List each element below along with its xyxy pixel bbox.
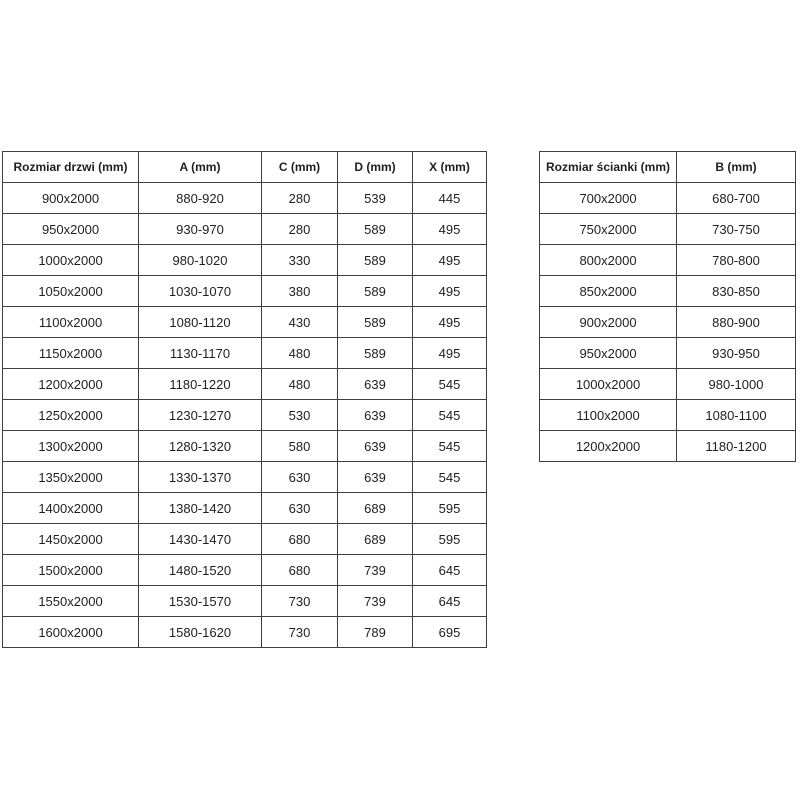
table-cell: 545 bbox=[413, 462, 487, 493]
table-cell: 495 bbox=[413, 214, 487, 245]
table-row bbox=[3, 307, 487, 338]
table-cell: 680 bbox=[262, 555, 338, 586]
table-cell: 330 bbox=[262, 245, 338, 276]
table-cell: 1000x2000 bbox=[3, 245, 139, 276]
doors-table-body bbox=[3, 183, 487, 648]
table-cell: 1550x2000 bbox=[3, 586, 139, 617]
column-header: X (mm) bbox=[413, 152, 487, 183]
table-row bbox=[540, 214, 796, 245]
table-cell: 1380-1420 bbox=[139, 493, 262, 524]
table-cell: 680 bbox=[262, 524, 338, 555]
walls-table-header-row bbox=[540, 152, 796, 183]
table-cell: 480 bbox=[262, 369, 338, 400]
table-cell: 900x2000 bbox=[540, 307, 677, 338]
table-cell: 680-700 bbox=[677, 183, 796, 214]
walls-table-body bbox=[540, 183, 796, 462]
table-row bbox=[3, 276, 487, 307]
table-cell: 1450x2000 bbox=[3, 524, 139, 555]
table-row bbox=[3, 493, 487, 524]
table-cell: 739 bbox=[338, 555, 413, 586]
table-cell: 1100x2000 bbox=[3, 307, 139, 338]
table-cell: 380 bbox=[262, 276, 338, 307]
column-header: C (mm) bbox=[262, 152, 338, 183]
table-cell: 730 bbox=[262, 586, 338, 617]
table-cell: 595 bbox=[413, 524, 487, 555]
table-row bbox=[3, 245, 487, 276]
table-cell: 645 bbox=[413, 586, 487, 617]
table-cell: 689 bbox=[338, 524, 413, 555]
table-row bbox=[3, 462, 487, 493]
table-row bbox=[3, 183, 487, 214]
table-cell: 1100x2000 bbox=[540, 400, 677, 431]
table-cell: 739 bbox=[338, 586, 413, 617]
table-cell: 1050x2000 bbox=[3, 276, 139, 307]
table-row bbox=[3, 431, 487, 462]
table-cell: 1230-1270 bbox=[139, 400, 262, 431]
table-cell: 1280-1320 bbox=[139, 431, 262, 462]
table-cell: 580 bbox=[262, 431, 338, 462]
table-cell: 530 bbox=[262, 400, 338, 431]
table-cell: 1030-1070 bbox=[139, 276, 262, 307]
table-cell: 495 bbox=[413, 245, 487, 276]
table-cell: 1150x2000 bbox=[3, 338, 139, 369]
table-cell: 280 bbox=[262, 214, 338, 245]
table-cell: 539 bbox=[338, 183, 413, 214]
table-cell: 1180-1220 bbox=[139, 369, 262, 400]
table-cell: 545 bbox=[413, 400, 487, 431]
doors-spec-table bbox=[2, 151, 487, 648]
table-cell: 589 bbox=[338, 338, 413, 369]
table-cell: 430 bbox=[262, 307, 338, 338]
table-cell: 980-1020 bbox=[139, 245, 262, 276]
table-cell: 639 bbox=[338, 431, 413, 462]
table-cell: 1480-1520 bbox=[139, 555, 262, 586]
table-cell: 900x2000 bbox=[3, 183, 139, 214]
column-header: B (mm) bbox=[677, 152, 796, 183]
table-cell: 980-1000 bbox=[677, 369, 796, 400]
column-header: A (mm) bbox=[139, 152, 262, 183]
table-cell: 589 bbox=[338, 245, 413, 276]
table-cell: 1000x2000 bbox=[540, 369, 677, 400]
table-cell: 950x2000 bbox=[540, 338, 677, 369]
table-cell: 689 bbox=[338, 493, 413, 524]
table-row bbox=[540, 183, 796, 214]
table-cell: 1580-1620 bbox=[139, 617, 262, 648]
table-cell: 1130-1170 bbox=[139, 338, 262, 369]
table-cell: 1200x2000 bbox=[540, 431, 677, 462]
table-row bbox=[3, 369, 487, 400]
table-cell: 780-800 bbox=[677, 245, 796, 276]
table-cell: 630 bbox=[262, 462, 338, 493]
table-cell: 1080-1120 bbox=[139, 307, 262, 338]
table-cell: 950x2000 bbox=[3, 214, 139, 245]
table-cell: 1330-1370 bbox=[139, 462, 262, 493]
table-row bbox=[3, 555, 487, 586]
table-cell: 800x2000 bbox=[540, 245, 677, 276]
table-cell: 730 bbox=[262, 617, 338, 648]
doors-table-header-row bbox=[3, 152, 487, 183]
table-row bbox=[3, 617, 487, 648]
table-cell: 830-850 bbox=[677, 276, 796, 307]
table-cell: 1180-1200 bbox=[677, 431, 796, 462]
table-cell: 589 bbox=[338, 214, 413, 245]
table-cell: 589 bbox=[338, 307, 413, 338]
table-cell: 730-750 bbox=[677, 214, 796, 245]
table-row bbox=[540, 276, 796, 307]
table-row bbox=[540, 431, 796, 462]
table-cell: 639 bbox=[338, 400, 413, 431]
table-cell: 639 bbox=[338, 462, 413, 493]
table-cell: 1350x2000 bbox=[3, 462, 139, 493]
table-row bbox=[3, 524, 487, 555]
column-header: Rozmiar ścianki (mm) bbox=[540, 152, 677, 183]
table-cell: 595 bbox=[413, 493, 487, 524]
table-cell: 695 bbox=[413, 617, 487, 648]
table-cell: 639 bbox=[338, 369, 413, 400]
table-cell: 630 bbox=[262, 493, 338, 524]
table-cell: 1600x2000 bbox=[3, 617, 139, 648]
walls-spec-table bbox=[539, 151, 796, 462]
table-cell: 880-920 bbox=[139, 183, 262, 214]
table-row bbox=[540, 245, 796, 276]
table-row bbox=[3, 338, 487, 369]
table-cell: 1400x2000 bbox=[3, 493, 139, 524]
table-row bbox=[540, 400, 796, 431]
table-row bbox=[540, 338, 796, 369]
table-cell: 495 bbox=[413, 307, 487, 338]
table-cell: 930-970 bbox=[139, 214, 262, 245]
table-cell: 1250x2000 bbox=[3, 400, 139, 431]
table-cell: 850x2000 bbox=[540, 276, 677, 307]
table-cell: 750x2000 bbox=[540, 214, 677, 245]
table-cell: 1500x2000 bbox=[3, 555, 139, 586]
table-row bbox=[3, 400, 487, 431]
table-cell: 480 bbox=[262, 338, 338, 369]
table-cell: 495 bbox=[413, 338, 487, 369]
table-cell: 545 bbox=[413, 369, 487, 400]
column-header: Rozmiar drzwi (mm) bbox=[3, 152, 139, 183]
table-cell: 280 bbox=[262, 183, 338, 214]
table-cell: 1530-1570 bbox=[139, 586, 262, 617]
table-row bbox=[540, 307, 796, 338]
table-cell: 545 bbox=[413, 431, 487, 462]
table-cell: 930-950 bbox=[677, 338, 796, 369]
table-cell: 645 bbox=[413, 555, 487, 586]
table-cell: 789 bbox=[338, 617, 413, 648]
column-header: D (mm) bbox=[338, 152, 413, 183]
table-row bbox=[3, 214, 487, 245]
table-row bbox=[540, 369, 796, 400]
table-cell: 1200x2000 bbox=[3, 369, 139, 400]
table-cell: 700x2000 bbox=[540, 183, 677, 214]
table-cell: 1430-1470 bbox=[139, 524, 262, 555]
table-cell: 1300x2000 bbox=[3, 431, 139, 462]
table-cell: 589 bbox=[338, 276, 413, 307]
table-cell: 445 bbox=[413, 183, 487, 214]
table-cell: 495 bbox=[413, 276, 487, 307]
table-cell: 880-900 bbox=[677, 307, 796, 338]
table-cell: 1080-1100 bbox=[677, 400, 796, 431]
table-row bbox=[3, 586, 487, 617]
